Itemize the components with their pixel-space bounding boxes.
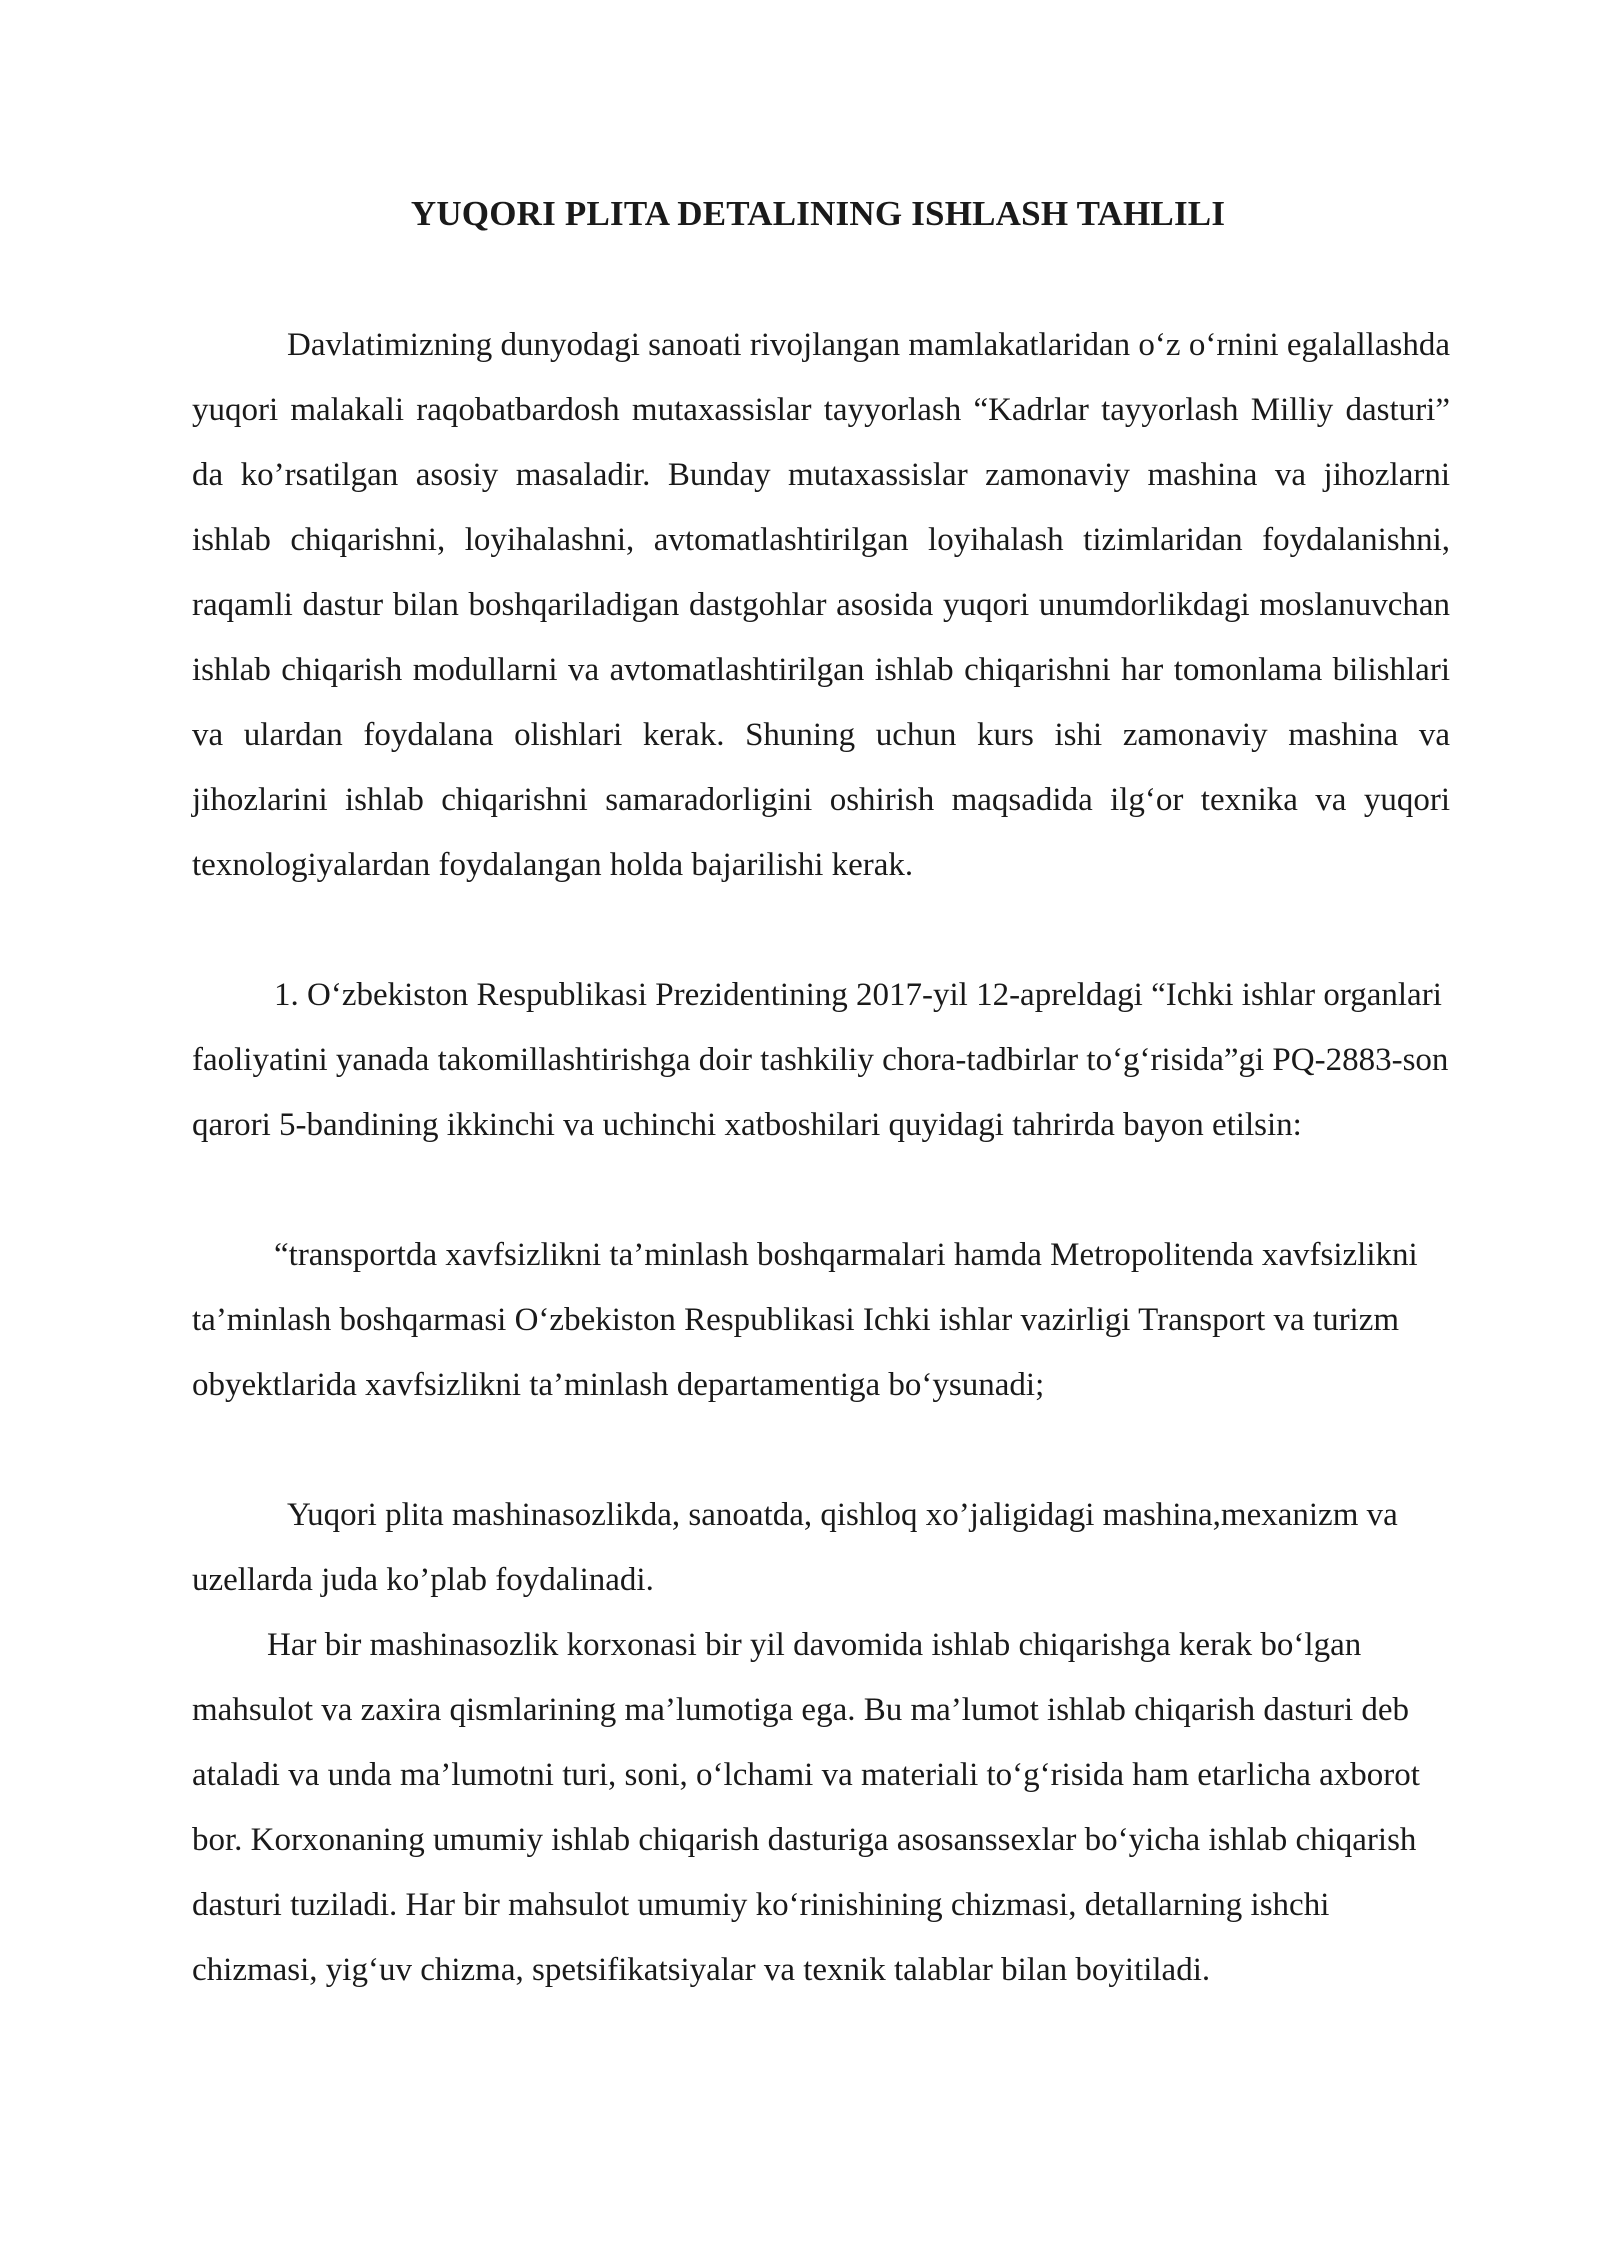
- paragraph-introduction: Davlatimizning dunyodagi sanoati rivojlangan mamlakatlaridan o‘z o‘rnini egalallashda yuqori malakali raqobatbardosh mutaxassislar tayyorlash “Kadrlar tayyorlash Milliy dasturi” da ko’rsatilgan asosiy masaladir. Bunday mutaxassislar zamonaviy mashina va jihozlarni ishlab chiqarishni, loyihalashni, avtomatlashtirilgan loyihalash tizimlaridan foydalanishni, raqamli dastur bilan boshqariladigan dastgohlar asosida yuqori unumdorlikdagi moslanuvchan ishlab chiqarish modullarni va avtomatlashtirilgan ishlab chiqarishni har tomonlama bilishlari va ulardan foydalana olishlari kerak. Shuning uchun kurs ishi zamonaviy mashina va jihozlarini ishlab chiqarishni samaradorligini oshirish maqsadida ilg‘or texnika va yuqori texnologiyalardan foydalangan holda bajarilishi kerak.: [192, 327, 1450, 883]
- paragraph-presidential-decree: 1. O‘zbekiston Respublikasi Prezidentining 2017-yil 12-apreldagi “Ichki ishlar organlari faoliyatini yanada takomillashtirishga doir tashkiliy chora-tadbirlar to‘g‘risida”gi PQ-2883-son qarori 5-bandining ikkinchi va uchinchi xatboshilari quyidagi tahrirda bayon etilsin:: [192, 977, 1449, 1143]
- paragraph-quoted-provision: “transportda xavfsizlikni ta’minlash boshqarmalari hamda Metropolitenda xavfsizlikni ta’minlash boshqarmasi O‘zbekiston Respublikasi Ichki ishlar vazirligi Transport va turizm obyektlarida xavfsizlikni ta’minlash departamentiga bo‘ysunadi;: [192, 1237, 1418, 1403]
- document-title: YUQORI PLITA DETALINING ISHLASH TAHLILI: [410, 194, 1226, 233]
- paragraph-production-program: Har bir mashinasozlik korxonasi bir yil davomida ishlab chiqarishga kerak bo‘lgan mahsulot va zaxira qismlarining ma’lumotiga ega. Bu ma’lumot ishlab chiqarish dasturi deb ataladi va unda ma’lumotni turi, soni, o‘lchami va materiali to‘g‘risida ham etarlicha axborot bor. Korxonaning umumiy ishlab chiqarish dasturiga asosanssexlar bo‘yicha ishlab chiqarish dasturi tuziladi. Har bir mahsulot umumiy ko‘rinishining chizmasi, detallarning ishchi chizmasi, yig‘uv chizma, spetsifikatsiyalar va texnik talablar bilan boyitiladi.: [192, 1627, 1420, 1988]
- paragraph-upper-plate-usage: Yuqori plita mashinasozlikda, sanoatda, qishloq xo’jaligidagi mashina,mexanizm va uzellarda juda ko’plab foydalinadi.: [192, 1497, 1398, 1598]
